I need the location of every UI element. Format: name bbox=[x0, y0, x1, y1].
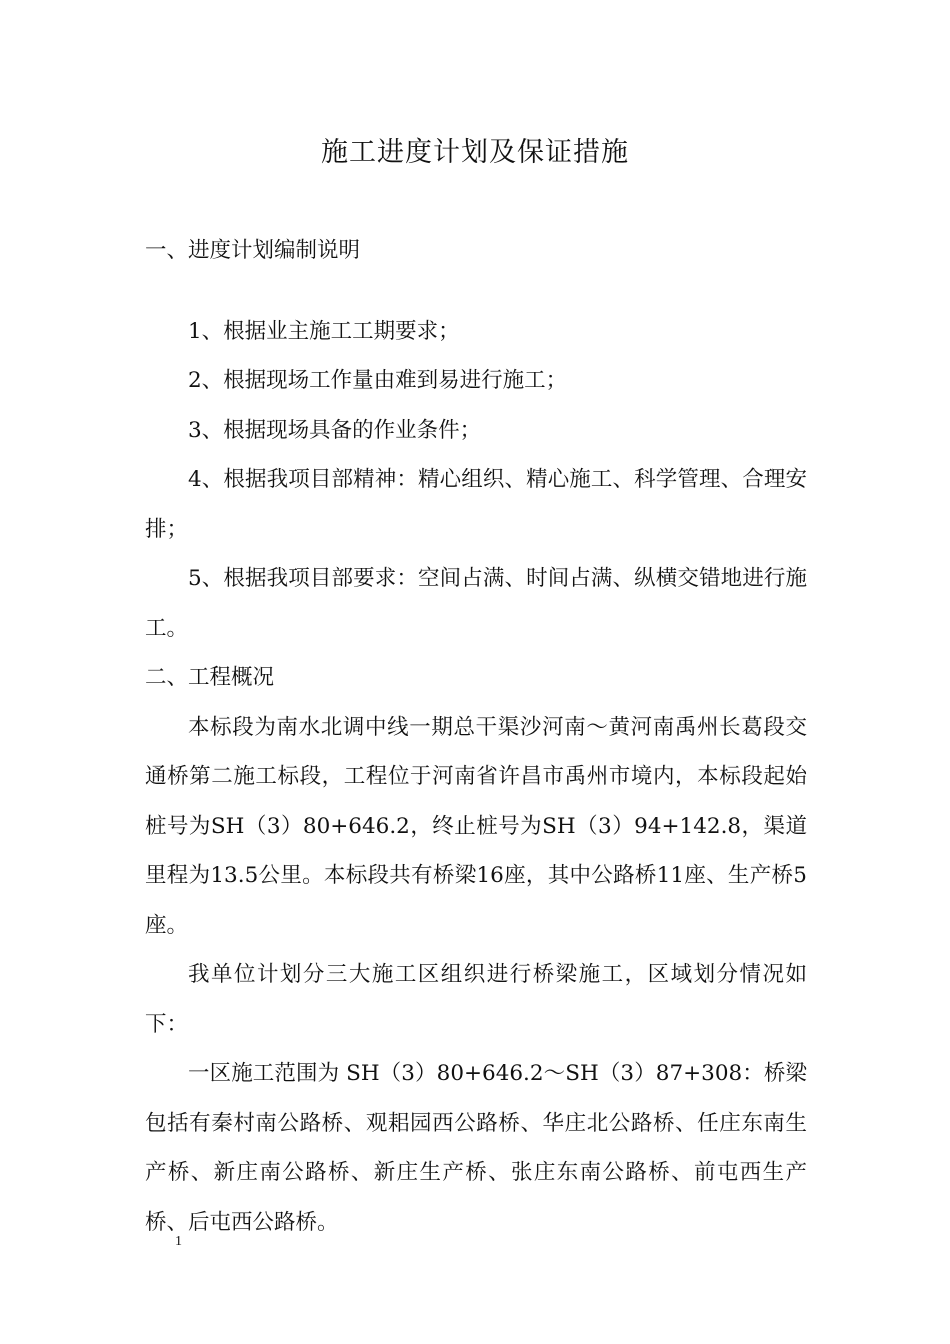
list-item: 5、根据我项目部要求：空间占满、时间占满、纵横交错地进行施工。 bbox=[145, 566, 807, 641]
page-number: 1 bbox=[175, 1234, 182, 1249]
section-heading-1: 一、进度计划编制说明 bbox=[145, 238, 361, 263]
list-item: 4、根据我项目部精神：精心组织、精心施工、科学管理、合理安排； bbox=[145, 467, 807, 542]
list-item: 3、根据现场具备的作业条件； bbox=[188, 417, 482, 443]
list-item: 1、根据业主施工工期要求； bbox=[188, 318, 460, 344]
document-body bbox=[145, 226, 807, 1247]
paragraph: 我单位计划分三大施工区组织进行桥梁施工，区域划分情况如下： bbox=[145, 962, 807, 1037]
paragraph: 一区施工范围为 SH（3）80+646.2～SH（3）87+308：桥梁包括有秦村南公路桥、观耜园西公路桥、华庄北公路桥、任庄东南生产桥、新庄南公路桥、新庄生产桥、张庄东南公路桥、前屯西生产桥、后屯西公路桥。 bbox=[145, 1061, 807, 1235]
paragraph: 本标段为南水北调中线一期总干渠沙河南～黄河南禹州长葛段交通桥第二施工标段，工程位于河南省许昌市禹州市境内，本标段起始桩号为SH（3）80+646.2，终止桩号为SH（3）94+142.8，渠道里程为13.5公里。本标段共有桥梁16座，其中公路桥11座、生产桥5座。 bbox=[145, 714, 807, 938]
list-item: 2、根据现场工作量由难到易进行施工； bbox=[188, 368, 568, 393]
section-heading-2: 二、工程概况 bbox=[145, 665, 275, 690]
document-title: 施工进度计划及保证措施 bbox=[321, 137, 629, 168]
